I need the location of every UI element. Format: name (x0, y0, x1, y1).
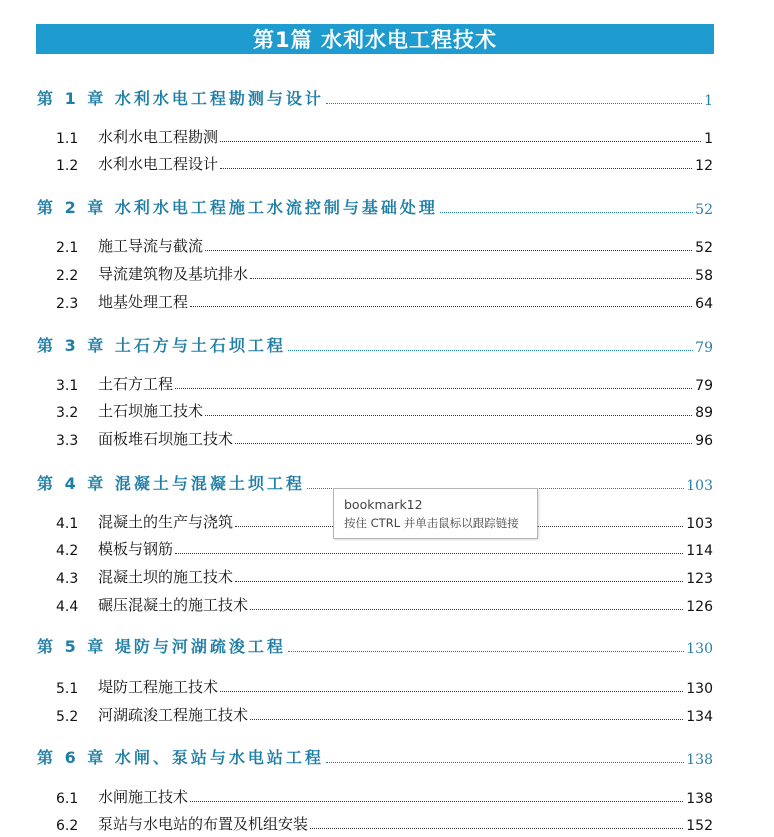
part-title-banner (36, 24, 714, 54)
tooltip-title: bookmark12 (344, 497, 423, 512)
leader-dots (190, 306, 692, 307)
toc-section-6-1[interactable] (56, 785, 713, 807)
section-page: 96 (695, 433, 713, 449)
section-number: 2.3 (56, 296, 79, 312)
section-number: 4.4 (56, 599, 79, 615)
section-title: 施工导流与截流 (98, 237, 204, 255)
chapter-page: 103 (686, 478, 713, 494)
section-title: 泵站与水电站的布置及机组安装 (98, 815, 309, 833)
section-page: 123 (686, 571, 713, 587)
section-title: 地基处理工程 (98, 293, 189, 311)
toc-section-1-2[interactable] (56, 152, 713, 174)
toc-section-3-2[interactable] (56, 399, 713, 421)
section-number: 4.2 (56, 543, 79, 559)
tooltip-hint: 按住 CTRL 并单击鼠标以跟踪链接 (344, 516, 519, 530)
chapter-page: 1 (704, 93, 713, 109)
chapter-title: 第 5 章 堤防与河湖疏浚工程 (37, 637, 286, 656)
section-number: 4.1 (56, 516, 79, 532)
part-title: 第1篇 水利水电工程技术 (253, 28, 497, 52)
section-title: 混凝土坝的施工技术 (98, 568, 234, 586)
section-page: 152 (686, 818, 713, 834)
leader-dots (205, 415, 692, 416)
chapter-title: 第 2 章 水利水电工程施工水流控制与基础处理 (37, 198, 438, 217)
leader-dots (220, 691, 683, 692)
section-page: 114 (686, 543, 713, 559)
toc-section-6-2[interactable] (56, 812, 713, 834)
leader-dots (250, 719, 683, 720)
leader-dots (326, 103, 702, 104)
toc-section-2-1[interactable] (56, 234, 713, 256)
toc-section-5-2[interactable] (56, 703, 713, 725)
toc-section-3-1[interactable] (56, 372, 713, 394)
section-title: 面板堆石坝施工技术 (98, 430, 234, 448)
section-title: 水利水电工程勘测 (98, 128, 219, 146)
section-number: 2.1 (56, 240, 79, 256)
toc-chapter-3[interactable] (37, 332, 713, 356)
section-title: 堤防工程施工技术 (98, 678, 219, 696)
leader-dots (326, 762, 684, 763)
toc-chapter-2[interactable] (37, 194, 713, 218)
leader-dots (440, 212, 693, 213)
leader-dots (235, 581, 683, 582)
section-page: 138 (686, 791, 713, 807)
toc-section-4-4[interactable] (56, 593, 713, 615)
leader-dots (310, 828, 683, 829)
section-page: 89 (695, 405, 713, 421)
link-tooltip (333, 488, 538, 539)
section-title: 水利水电工程设计 (98, 155, 219, 173)
toc-chapter-1[interactable] (37, 85, 713, 109)
section-number: 5.2 (56, 709, 79, 725)
toc-section-2-2[interactable] (56, 262, 713, 284)
leader-dots (288, 350, 693, 351)
toc-chapter-5[interactable] (37, 633, 713, 657)
leader-dots (175, 388, 692, 389)
chapter-title: 第 1 章 水利水电工程勘测与设计 (37, 89, 324, 108)
section-number: 5.1 (56, 681, 79, 697)
leader-dots (220, 141, 701, 142)
chapter-page: 52 (695, 202, 713, 218)
leader-dots (250, 278, 692, 279)
toc-section-2-3[interactable] (56, 290, 713, 312)
toc-section-5-1[interactable] (56, 675, 713, 697)
section-page: 52 (695, 240, 713, 256)
section-title: 导流建筑物及基坑排水 (98, 265, 249, 283)
section-number: 3.2 (56, 405, 79, 421)
chapter-title: 第 6 章 水闸、泵站与水电站工程 (37, 748, 324, 767)
section-page: 12 (695, 158, 713, 174)
section-page: 130 (686, 681, 713, 697)
section-page: 79 (695, 378, 713, 394)
section-page: 1 (704, 131, 713, 147)
section-number: 3.1 (56, 378, 79, 394)
section-page: 134 (686, 709, 713, 725)
section-title: 水闸施工技术 (98, 788, 189, 806)
section-page: 58 (695, 268, 713, 284)
section-number: 1.1 (56, 131, 79, 147)
section-number: 2.2 (56, 268, 79, 284)
section-number: 3.3 (56, 433, 79, 449)
section-page: 126 (686, 599, 713, 615)
section-number: 4.3 (56, 571, 79, 587)
chapter-title: 第 4 章 混凝土与混凝土坝工程 (37, 474, 305, 493)
chapter-page: 130 (686, 641, 713, 657)
leader-dots (190, 801, 683, 802)
section-title: 混凝土的生产与浇筑 (98, 513, 234, 531)
chapter-page: 138 (686, 752, 713, 768)
section-title: 碾压混凝土的施工技术 (98, 596, 249, 614)
section-title: 河湖疏浚工程施工技术 (98, 706, 249, 724)
leader-dots (250, 609, 683, 610)
leader-dots (288, 651, 684, 652)
toc-section-3-3[interactable] (56, 427, 713, 449)
leader-dots (175, 553, 683, 554)
leader-dots (220, 168, 692, 169)
section-number: 6.2 (56, 818, 79, 834)
section-title: 模板与钢筋 (98, 540, 174, 558)
toc-section-4-3[interactable] (56, 565, 713, 587)
section-number: 6.1 (56, 791, 79, 807)
toc-section-1-1[interactable] (56, 125, 713, 147)
chapter-page: 79 (695, 340, 713, 356)
section-title: 土石方工程 (98, 375, 174, 393)
section-number: 1.2 (56, 158, 79, 174)
leader-dots (205, 250, 692, 251)
section-title: 土石坝施工技术 (98, 402, 204, 420)
section-page: 103 (686, 516, 713, 532)
toc-chapter-6[interactable] (37, 744, 713, 768)
toc-section-4-2[interactable] (56, 537, 713, 559)
section-page: 64 (695, 296, 713, 312)
leader-dots (235, 443, 692, 444)
chapter-title: 第 3 章 土石方与土石坝工程 (37, 336, 286, 355)
